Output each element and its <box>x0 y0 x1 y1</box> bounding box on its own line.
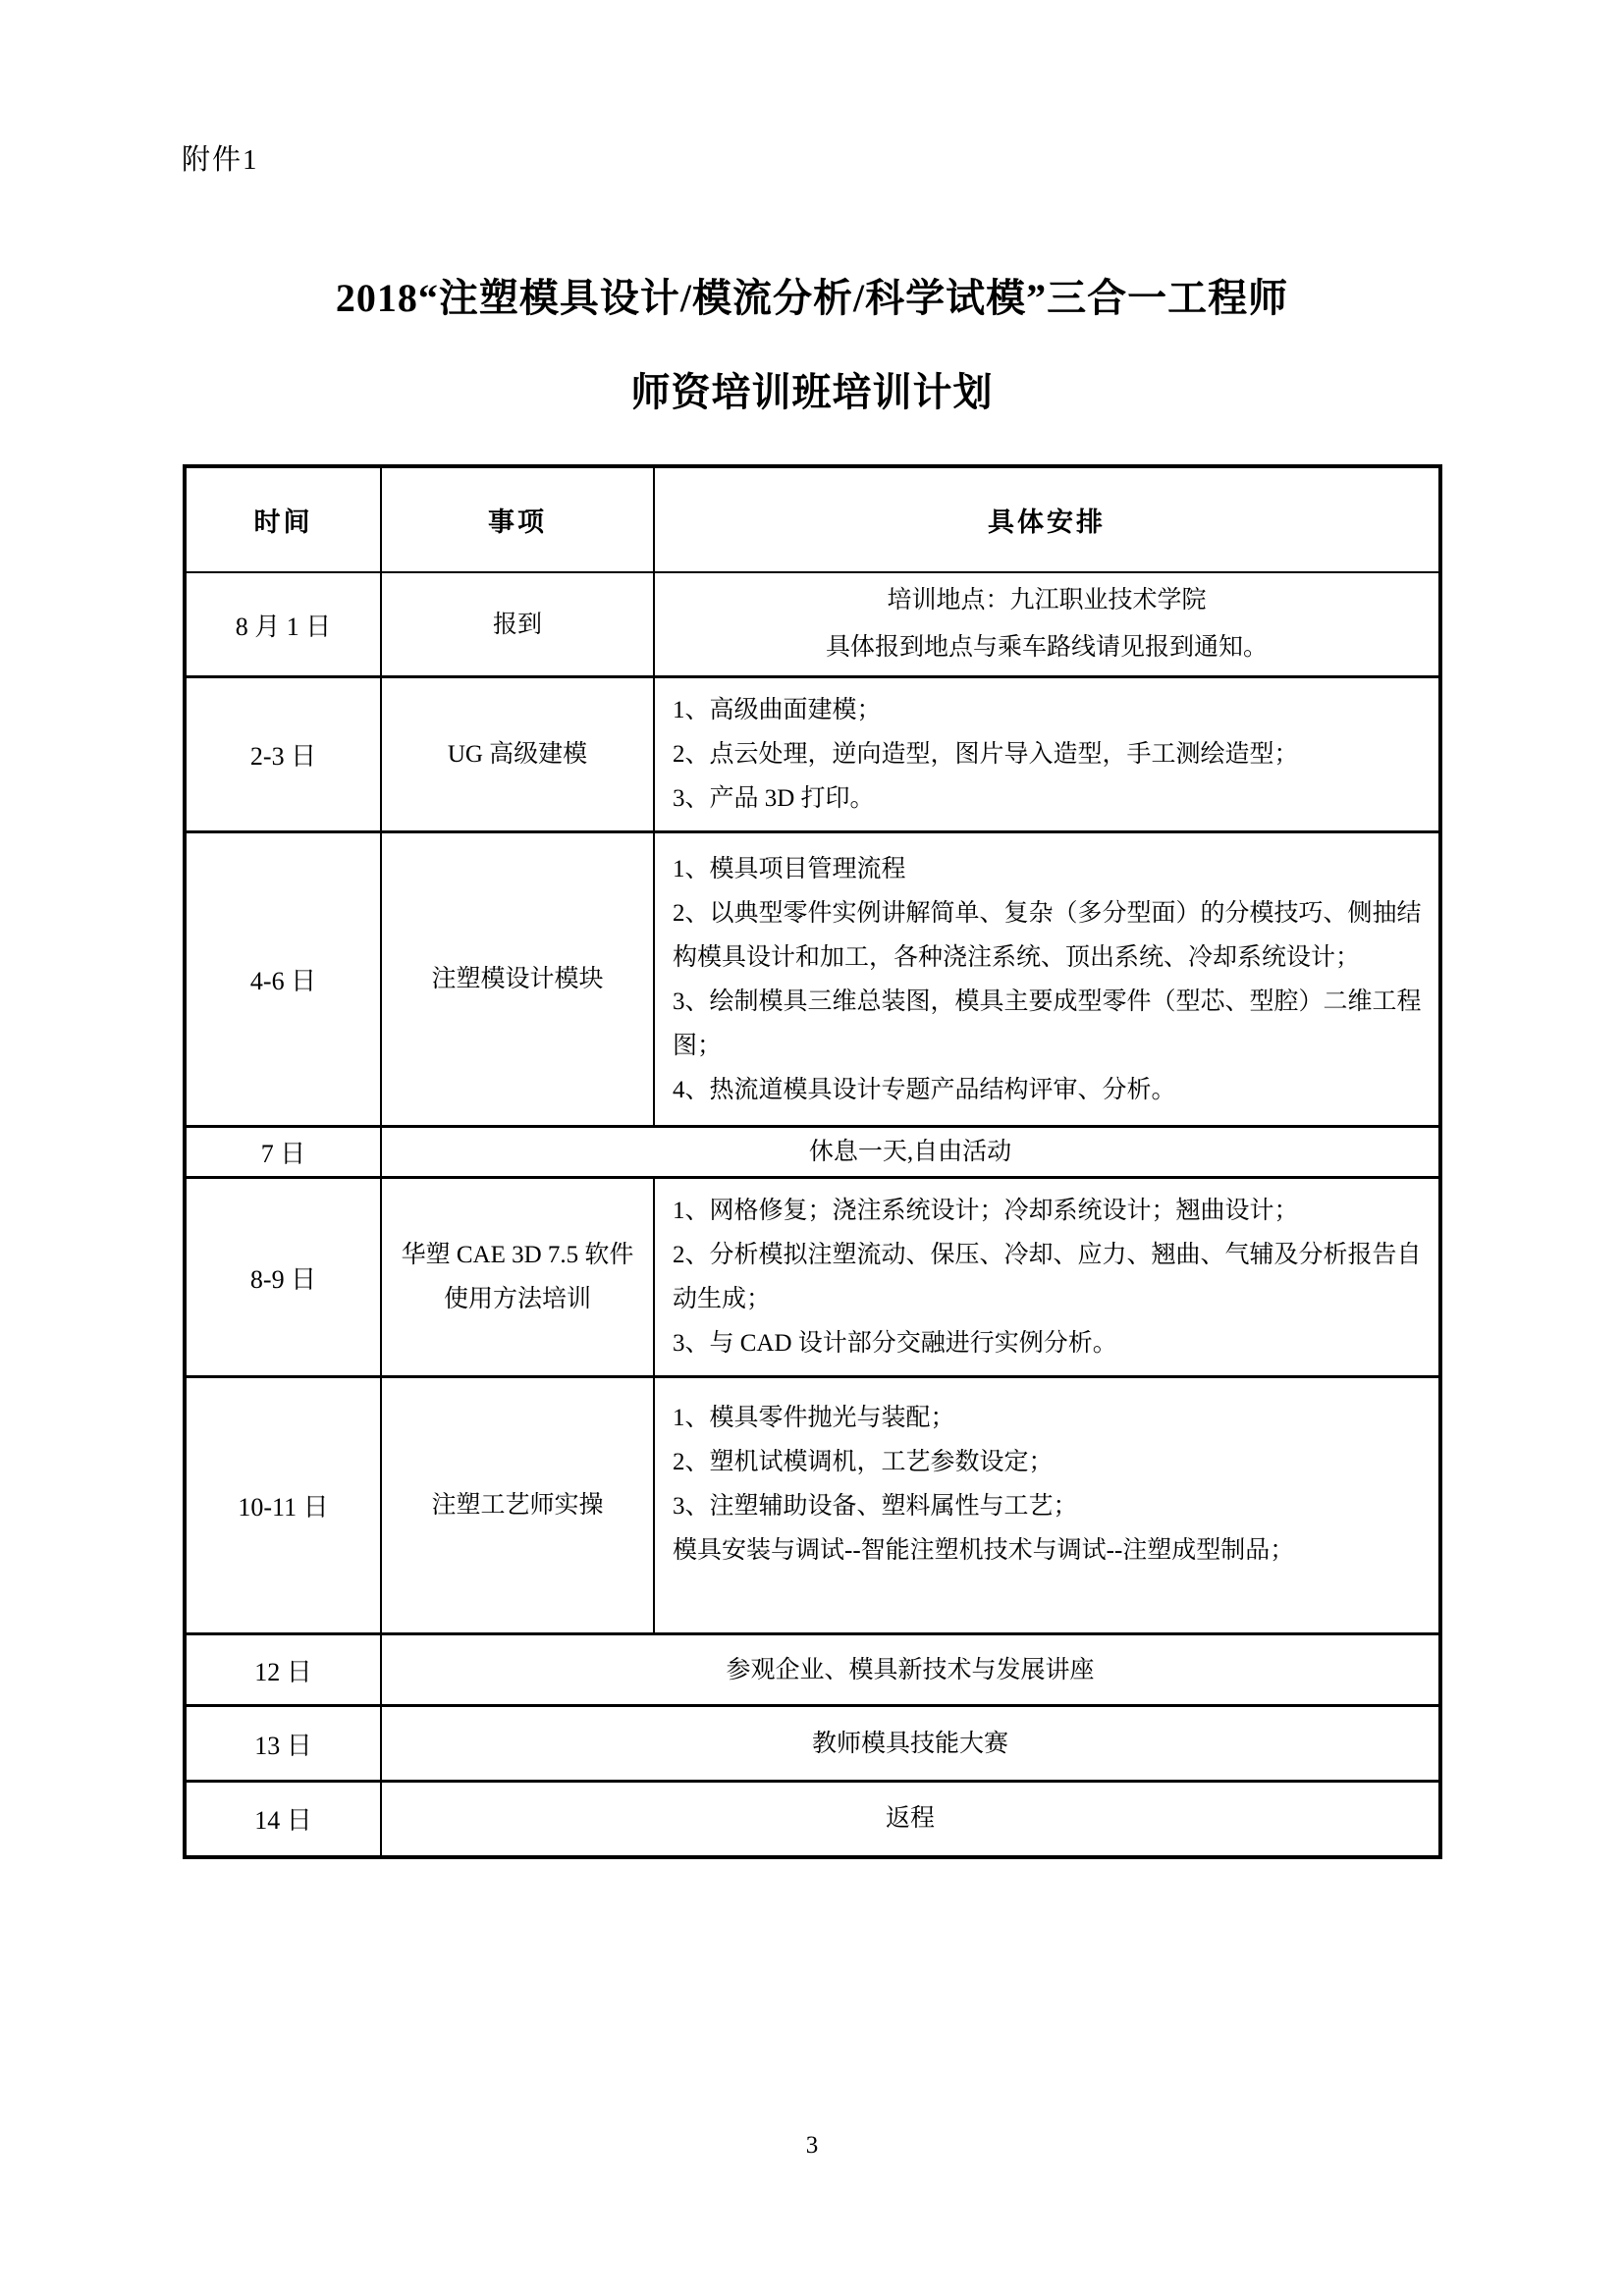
details-line: 2、塑机试模调机，工艺参数设定； <box>673 1449 1054 1475</box>
time-cell: 8-9 日 <box>185 1178 381 1377</box>
merged-activity-cell: 返程 <box>381 1782 1440 1857</box>
details-line: 2、点云处理，逆向造型，图片导入造型，手工测绘造型； <box>673 741 1299 768</box>
table-row-day7 <box>185 1127 1440 1178</box>
column-header-time: 时间 <box>185 466 381 572</box>
time-cell: 14 日 <box>185 1782 381 1857</box>
table-row-day14 <box>185 1782 1440 1857</box>
merged-activity-cell: 休息一天,自由活动 <box>381 1127 1440 1178</box>
time-cell: 13 日 <box>185 1706 381 1782</box>
time-cell: 8 月 1 日 <box>185 572 381 677</box>
details-line: 1、模具零件抛光与装配； <box>673 1405 955 1431</box>
table-row-day4-6 <box>185 832 1440 1127</box>
merged-activity-cell: 教师模具技能大赛 <box>381 1706 1440 1782</box>
document-title-line2: 师资培训班培训计划 <box>630 370 994 414</box>
details-cell <box>654 832 1440 1127</box>
details-line: 3、与 CAD 设计部分交融进行实例分析。 <box>673 1330 1117 1357</box>
time-cell: 10-11 日 <box>185 1377 381 1634</box>
time-cell: 7 日 <box>185 1127 381 1178</box>
details-line: 1、高级曲面建模； <box>673 697 882 723</box>
details-cell <box>654 1377 1440 1634</box>
table-row-day8-9 <box>185 1178 1440 1377</box>
details-cell <box>654 677 1440 832</box>
details-cell <box>654 572 1440 677</box>
details-line: 3、注塑辅助设备、塑料属性与工艺； <box>673 1493 1078 1520</box>
details-line: 具体报到地点与乘车路线请见报到通知。 <box>825 634 1268 661</box>
details-line: 4、热流道模具设计专题产品结构评审、分析。 <box>673 1076 1176 1103</box>
column-header-item: 事项 <box>381 466 654 572</box>
table-row-day2-3 <box>185 677 1440 832</box>
item-cell: UG 高级建模 <box>381 677 654 832</box>
details-line: 模具安装与调试--智能注塑机技术与调试--注塑成型制品； <box>673 1537 1295 1564</box>
item-cell: 报到 <box>381 572 654 677</box>
details-cell <box>654 1178 1440 1377</box>
document-title-line1: 2018“注塑模具设计/模流分析/科学试模”三合一工程师 <box>335 276 1289 320</box>
details-line: 1、模具项目管理流程 <box>673 855 906 882</box>
item-cell: 注塑模设计模块 <box>381 832 654 1127</box>
attachment-label: 附件1 <box>182 144 259 176</box>
details-line: 1、网格修复；浇注系统设计；冷却系统设计；翘曲设计； <box>673 1198 1299 1224</box>
time-cell: 4-6 日 <box>185 832 381 1127</box>
details-line: 3、产品 3D 打印。 <box>673 785 875 812</box>
item-cell: 注塑工艺师实操 <box>381 1377 654 1634</box>
table-row-aug1 <box>185 572 1440 677</box>
details-line: 2、分析模拟注塑流动、保压、冷却、应力、翘曲、气辅及分析报告自动生成； <box>673 1242 1422 1312</box>
item-cell: 华塑 CAE 3D 7.5 软件使用方法培训 <box>381 1178 654 1377</box>
column-header-details: 具体安排 <box>654 466 1440 572</box>
details-line: 2、以典型零件实例讲解简单、复杂（多分型面）的分模技巧、侧抽结构模具设计和加工，各种浇注系统、顶出系统、冷却系统设计； <box>673 899 1422 971</box>
training-schedule-table <box>183 464 1442 1859</box>
details-line: 3、绘制模具三维总装图，模具主要成型零件（型芯、型腔）二维工程图； <box>673 988 1422 1059</box>
table-row-day13 <box>185 1706 1440 1782</box>
table-header-row <box>185 466 1440 572</box>
page-number: 3 <box>805 2132 819 2159</box>
merged-activity-cell: 参观企业、模具新技术与发展讲座 <box>381 1634 1440 1706</box>
time-cell: 2-3 日 <box>185 677 381 832</box>
time-cell: 12 日 <box>185 1634 381 1706</box>
table-row-day12 <box>185 1634 1440 1706</box>
table-row-day10-11 <box>185 1377 1440 1634</box>
details-line: 培训地点：九江职业技术学院 <box>887 587 1207 614</box>
